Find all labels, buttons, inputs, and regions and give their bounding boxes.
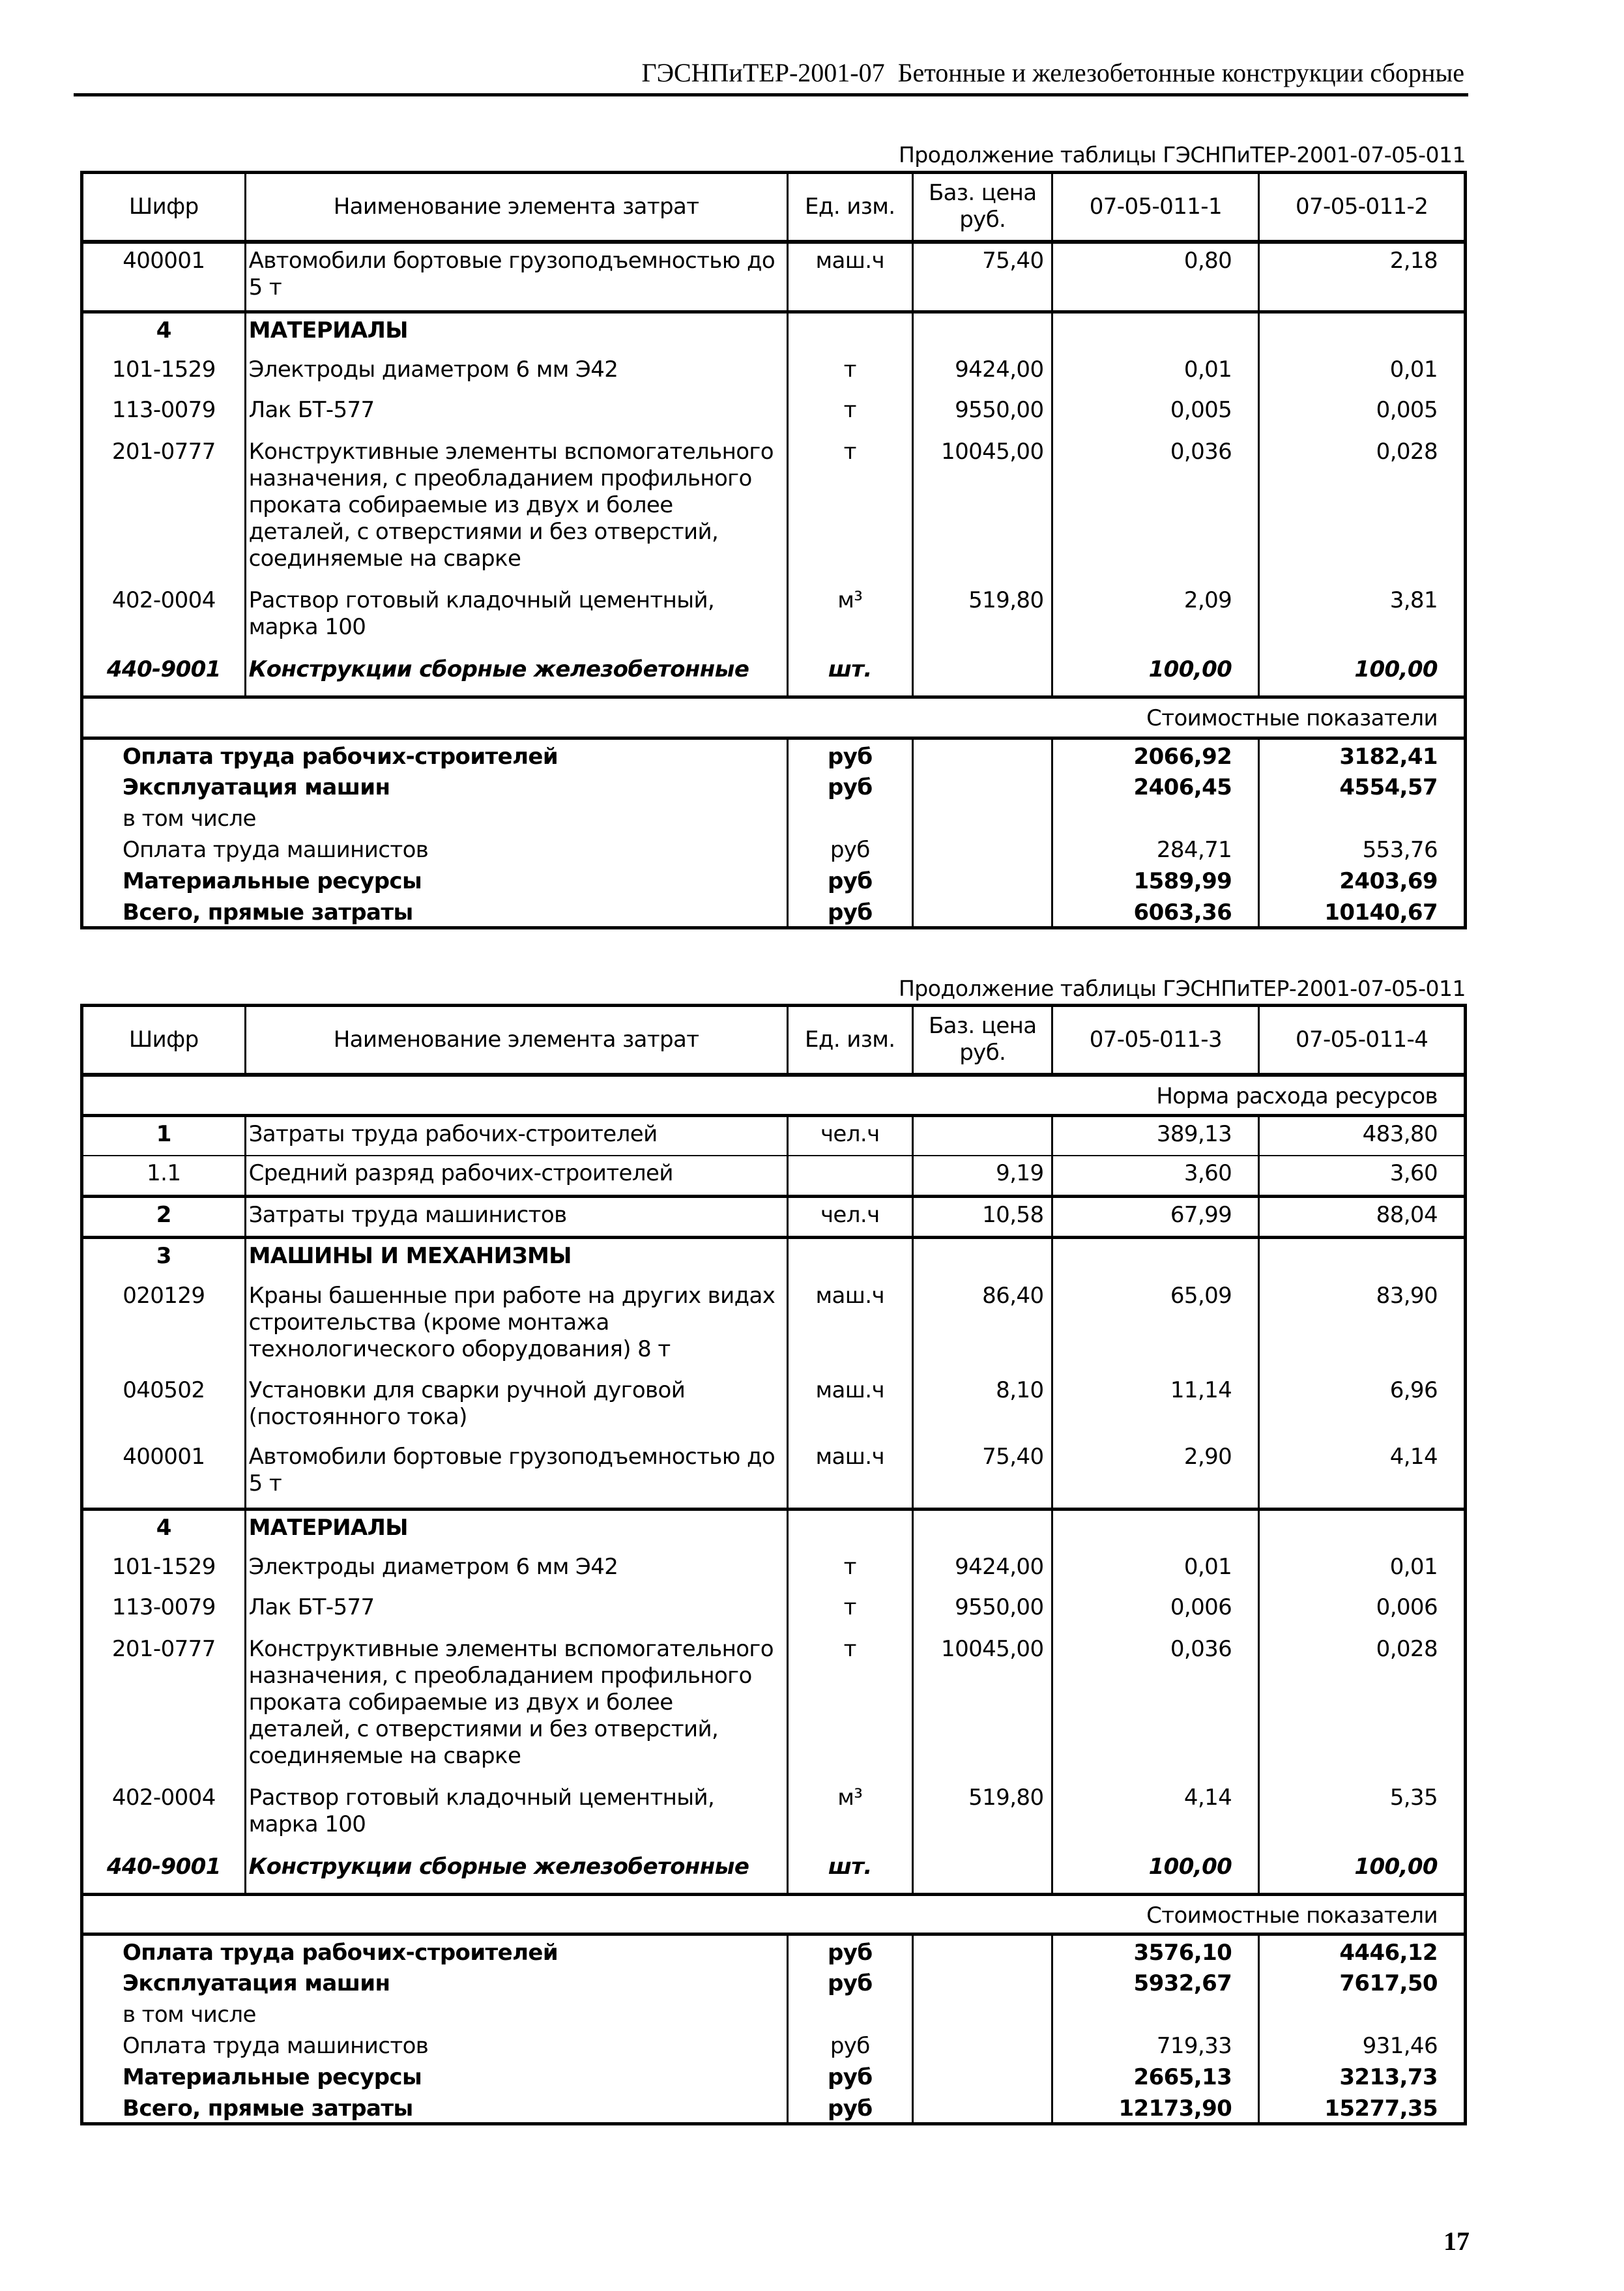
value-1: [1052, 1510, 1259, 1550]
cost-name: Материальные ресурсы: [82, 2060, 788, 2092]
row-value-2: 5,35: [1259, 1781, 1466, 1850]
row-price: 10,58: [912, 1197, 1052, 1238]
table-header-row: [82, 173, 1466, 242]
row-value-2: 0,006: [1259, 1590, 1466, 1632]
cost-value-2: 10140,67: [1259, 896, 1466, 928]
cost-unit: [787, 1998, 912, 2029]
section-band-row: [82, 1075, 1466, 1116]
cost-price: [912, 770, 1052, 802]
header-name: Наименование элемента затрат: [245, 1006, 787, 1075]
row-unit: т: [787, 435, 912, 583]
row-unit: шт.: [787, 652, 912, 697]
section-label: Норма расхода ресурсов: [82, 1075, 1466, 1116]
table-caption: Продолжение таблицы ГЭСНПиТЕР-2001-07-05-011: [898, 142, 1466, 168]
value-1: [1052, 312, 1259, 353]
row-price: 519,80: [912, 583, 1052, 652]
cost-price: [912, 1966, 1052, 1998]
row-value-1: 2,09: [1052, 583, 1259, 652]
row-price: [912, 652, 1052, 697]
row-name: Затраты труда рабочих-строителей: [245, 1116, 787, 1156]
row-code: 040502: [82, 1373, 246, 1440]
cost-price: [912, 833, 1052, 864]
cost-name: Оплата труда машинистов: [82, 2029, 788, 2060]
resource-table-1: [80, 171, 1467, 929]
row-price: 9550,00: [912, 393, 1052, 435]
cost-value-1: 6063,36: [1052, 896, 1259, 928]
table-row: [82, 1373, 1466, 1440]
row-code: 201-0777: [82, 435, 246, 583]
cost-name: Эксплуатация машин: [82, 1966, 788, 1998]
group-code: 4: [82, 312, 246, 353]
cost-price: [912, 864, 1052, 896]
row-code: 020129: [82, 1279, 246, 1373]
row-name: Электроды диаметром 6 мм Э42: [245, 1550, 787, 1590]
row-code: 400001: [82, 242, 246, 312]
row-value-1: 100,00: [1052, 652, 1259, 697]
row-name: Автомобили бортовые грузоподъемностью до 5 т: [245, 242, 787, 312]
row-unit: чел.ч: [787, 1197, 912, 1238]
header-price: Баз. цена руб.: [912, 1006, 1052, 1075]
cost-value-2: 3182,41: [1259, 738, 1466, 771]
row-price: 10045,00: [912, 435, 1052, 583]
row-unit: м³: [787, 1781, 912, 1850]
group-row: [82, 312, 1466, 353]
row-value-2: 3,60: [1259, 1156, 1466, 1197]
row-value-1: 0,01: [1052, 1550, 1259, 1590]
row-price: 519,80: [912, 1781, 1052, 1850]
cost-unit: руб: [787, 896, 912, 928]
cost-row: [82, 2092, 1466, 2124]
group-row: [82, 1238, 1466, 1279]
group-code: 3: [82, 1238, 246, 1279]
header-col-1: 07-05-011-1: [1052, 173, 1259, 242]
row-name: Конструкции сборные железобетонные: [245, 652, 787, 697]
header-rule: [74, 93, 1468, 96]
cost-row: [82, 1966, 1466, 1998]
row-unit: т: [787, 353, 912, 393]
header-unit: Ед. изм.: [787, 1006, 912, 1075]
table-row: [82, 1850, 1466, 1895]
row-unit: т: [787, 1590, 912, 1632]
row-value-1: 65,09: [1052, 1279, 1259, 1373]
table-row: [82, 1781, 1466, 1850]
cost-value-1: 2406,45: [1052, 770, 1259, 802]
row-unit: маш.ч: [787, 1373, 912, 1440]
row-price: 75,40: [912, 1440, 1052, 1510]
cost-unit: руб: [787, 1966, 912, 1998]
row-code: 402-0004: [82, 1781, 246, 1850]
row-price: 10045,00: [912, 1632, 1052, 1781]
row-value-1: 0,01: [1052, 353, 1259, 393]
cost-unit: руб: [787, 1934, 912, 1967]
section-label: Стоимостные показатели: [82, 1895, 1466, 1934]
row-price: 9424,00: [912, 353, 1052, 393]
row-value-1: 0,006: [1052, 1590, 1259, 1632]
group-name: МАТЕРИАЛЫ: [245, 312, 787, 353]
row-value-2: 88,04: [1259, 1197, 1466, 1238]
cost-name: Оплата труда машинистов: [82, 833, 788, 864]
cost-unit: руб: [787, 833, 912, 864]
row-price: 9424,00: [912, 1550, 1052, 1590]
section-label: Стоимостные показатели: [82, 697, 1466, 738]
row-value-2: 0,028: [1259, 1632, 1466, 1781]
cost-value-1: 2665,13: [1052, 2060, 1259, 2092]
cost-value-2: 553,76: [1259, 833, 1466, 864]
cost-price: [912, 896, 1052, 928]
cost-price: [912, 2060, 1052, 2092]
cost-unit: руб: [787, 2029, 912, 2060]
row-code: 440-9001: [82, 652, 246, 697]
header-price: Баз. цена руб.: [912, 173, 1052, 242]
row-value-1: 389,13: [1052, 1116, 1259, 1156]
header-code: Шифр: [82, 1006, 246, 1075]
row-unit: т: [787, 1550, 912, 1590]
row-code: 1: [82, 1116, 246, 1156]
table-row: [82, 242, 1466, 312]
cost-value-1: [1052, 1998, 1259, 2029]
row-price: [912, 1116, 1052, 1156]
cost-value-1: 12173,90: [1052, 2092, 1259, 2124]
row-name: Раствор готовый кладочный цементный, марка 100: [245, 583, 787, 652]
row-unit: чел.ч: [787, 1116, 912, 1156]
table-row: [82, 583, 1466, 652]
row-name: Конструктивные элементы вспомогательного назначения, с преобладанием профильного проката собираемые из двух и более деталей, с отверстиями и без отверстий, соединяемые на сварке: [245, 1632, 787, 1781]
row-name: Лак БТ-577: [245, 393, 787, 435]
row-unit: маш.ч: [787, 1279, 912, 1373]
row-name: Средний разряд рабочих-строителей: [245, 1156, 787, 1197]
row-value-2: 4,14: [1259, 1440, 1466, 1510]
cost-unit: руб: [787, 864, 912, 896]
table-row: [82, 393, 1466, 435]
header-name: Наименование элемента затрат: [245, 173, 787, 242]
unit: [787, 1238, 912, 1279]
table-row: [82, 1440, 1466, 1510]
row-value-2: 83,90: [1259, 1279, 1466, 1373]
header-col-1: 07-05-011-3: [1052, 1006, 1259, 1075]
row-code: 440-9001: [82, 1850, 246, 1895]
row-value-1: 11,14: [1052, 1373, 1259, 1440]
cost-price: [912, 1998, 1052, 2029]
cost-value-1: [1052, 802, 1259, 833]
cost-row: [82, 802, 1466, 833]
row-code: 113-0079: [82, 1590, 246, 1632]
cost-name: Оплата труда рабочих-строителей: [82, 1934, 788, 1967]
cost-row: [82, 2029, 1466, 2060]
row-code: 400001: [82, 1440, 246, 1510]
cost-value-2: 7617,50: [1259, 1966, 1466, 1998]
cost-name: Всего, прямые затраты: [82, 2092, 788, 2124]
header-col-2: 07-05-011-2: [1259, 173, 1466, 242]
price: [912, 312, 1052, 353]
value-2: [1259, 1510, 1466, 1550]
row-unit: маш.ч: [787, 242, 912, 312]
cost-value-1: 2066,92: [1052, 738, 1259, 771]
row-name: Конструктивные элементы вспомогательного назначения, с преобладанием профильного проката собираемые из двух и более деталей, с отверстиями и без отверстий, соединяемые на сварке: [245, 435, 787, 583]
group-code: 4: [82, 1510, 246, 1550]
unit: [787, 1510, 912, 1550]
row-name: Краны башенные при работе на других видах строительства (кроме монтажа технологического оборудования) 8 т: [245, 1279, 787, 1373]
row-unit: м³: [787, 583, 912, 652]
cost-value-1: 719,33: [1052, 2029, 1259, 2060]
cost-row: [82, 2060, 1466, 2092]
cost-value-2: 2403,69: [1259, 864, 1466, 896]
cost-price: [912, 1934, 1052, 1967]
row-value-2: 100,00: [1259, 1850, 1466, 1895]
cost-name: Материальные ресурсы: [82, 864, 788, 896]
cost-row: [82, 896, 1466, 928]
table-caption: Продолжение таблицы ГЭСНПиТЕР-2001-07-05-011: [898, 976, 1466, 1001]
cost-price: [912, 2029, 1052, 2060]
cost-value-2: 931,46: [1259, 2029, 1466, 2060]
row-unit: маш.ч: [787, 1440, 912, 1510]
row-code: 1.1: [82, 1156, 246, 1197]
group-row: [82, 1510, 1466, 1550]
page-number: 17: [1443, 2226, 1470, 2256]
row-price: 9550,00: [912, 1590, 1052, 1632]
row-price: 9,19: [912, 1156, 1052, 1197]
cost-row: [82, 1934, 1466, 1967]
row-price: [912, 1850, 1052, 1895]
row-name: Затраты труда машинистов: [245, 1197, 787, 1238]
row-unit: т: [787, 1632, 912, 1781]
value-2: [1259, 1238, 1466, 1279]
row-code: 201-0777: [82, 1632, 246, 1781]
cost-name: в том числе: [82, 802, 788, 833]
table-row: [82, 652, 1466, 697]
cost-value-2: 3213,73: [1259, 2060, 1466, 2092]
row-value-1: 0,036: [1052, 435, 1259, 583]
cost-row: [82, 738, 1466, 771]
cost-name: Всего, прямые затраты: [82, 896, 788, 928]
cost-price: [912, 2092, 1052, 2124]
row-unit: шт.: [787, 1850, 912, 1895]
cost-row: [82, 833, 1466, 864]
row-value-1: 2,90: [1052, 1440, 1259, 1510]
cost-value-2: [1259, 802, 1466, 833]
resource-table-2: [80, 1004, 1467, 2125]
row-value-1: 3,60: [1052, 1156, 1259, 1197]
row-value-2: 0,005: [1259, 393, 1466, 435]
row-value-2: 6,96: [1259, 1373, 1466, 1440]
header-unit: Ед. изм.: [787, 173, 912, 242]
row-price: 8,10: [912, 1373, 1052, 1440]
cost-name: Эксплуатация машин: [82, 770, 788, 802]
row-value-2: 0,028: [1259, 435, 1466, 583]
cost-price: [912, 738, 1052, 771]
row-price: 75,40: [912, 242, 1052, 312]
table-header-row: [82, 1006, 1466, 1075]
header-code: Шифр: [82, 173, 246, 242]
row-value-2: 483,80: [1259, 1116, 1466, 1156]
price: [912, 1238, 1052, 1279]
value-2: [1259, 312, 1466, 353]
cost-row: [82, 1998, 1466, 2029]
table-row: [82, 435, 1466, 583]
cost-value-1: 284,71: [1052, 833, 1259, 864]
row-value-2: 3,81: [1259, 583, 1466, 652]
cost-unit: руб: [787, 770, 912, 802]
row-value-1: 0,80: [1052, 242, 1259, 312]
row-value-1: 100,00: [1052, 1850, 1259, 1895]
cost-value-2: 4554,57: [1259, 770, 1466, 802]
row-code: 402-0004: [82, 583, 246, 652]
row-name: Лак БТ-577: [245, 1590, 787, 1632]
cost-unit: руб: [787, 2092, 912, 2124]
row-value-2: 100,00: [1259, 652, 1466, 697]
cost-name: Оплата труда рабочих-строителей: [82, 738, 788, 771]
section-band-row: [82, 697, 1466, 738]
group-name: МАШИНЫ И МЕХАНИЗМЫ: [245, 1238, 787, 1279]
row-value-1: 4,14: [1052, 1781, 1259, 1850]
table-row: [82, 1197, 1466, 1238]
row-unit: т: [787, 393, 912, 435]
running-header: ГЭСНПиТЕР-2001-07 Бетонные и железобетонные конструкции сборные: [641, 58, 1464, 87]
cost-value-1: 3576,10: [1052, 1934, 1259, 1967]
row-name: Автомобили бортовые грузоподъемностью до 5 т: [245, 1440, 787, 1510]
header-col-2: 07-05-011-4: [1259, 1006, 1466, 1075]
row-name: Установки для сварки ручной дуговой (постоянного тока): [245, 1373, 787, 1440]
group-name: МАТЕРИАЛЫ: [245, 1510, 787, 1550]
cost-row: [82, 864, 1466, 896]
cost-value-1: 5932,67: [1052, 1966, 1259, 1998]
section-band-row: [82, 1895, 1466, 1934]
unit: [787, 312, 912, 353]
row-value-2: 0,01: [1259, 1550, 1466, 1590]
cost-value-2: [1259, 1998, 1466, 2029]
table-row: [82, 1590, 1466, 1632]
row-value-1: 0,005: [1052, 393, 1259, 435]
table-row: [82, 1632, 1466, 1781]
table-row: [82, 1116, 1466, 1156]
row-value-1: 67,99: [1052, 1197, 1259, 1238]
cost-value-2: 4446,12: [1259, 1934, 1466, 1967]
row-name: Раствор готовый кладочный цементный, марка 100: [245, 1781, 787, 1850]
cost-value-2: 15277,35: [1259, 2092, 1466, 2124]
table-row: [82, 1156, 1466, 1197]
cost-name: в том числе: [82, 1998, 788, 2029]
row-price: 86,40: [912, 1279, 1052, 1373]
row-code: 101-1529: [82, 353, 246, 393]
row-value-2: 0,01: [1259, 353, 1466, 393]
table-row: [82, 1550, 1466, 1590]
row-unit: [787, 1156, 912, 1197]
cost-price: [912, 802, 1052, 833]
row-value-2: 2,18: [1259, 242, 1466, 312]
row-code: 101-1529: [82, 1550, 246, 1590]
row-code: 2: [82, 1197, 246, 1238]
table-row: [82, 1279, 1466, 1373]
row-name: Конструкции сборные железобетонные: [245, 1850, 787, 1895]
row-value-1: 0,036: [1052, 1632, 1259, 1781]
table-row: [82, 353, 1466, 393]
row-code: 113-0079: [82, 393, 246, 435]
cost-row: [82, 770, 1466, 802]
cost-value-1: 1589,99: [1052, 864, 1259, 896]
cost-unit: [787, 802, 912, 833]
cost-unit: руб: [787, 2060, 912, 2092]
cost-unit: руб: [787, 738, 912, 771]
value-1: [1052, 1238, 1259, 1279]
row-name: Электроды диаметром 6 мм Э42: [245, 353, 787, 393]
price: [912, 1510, 1052, 1550]
